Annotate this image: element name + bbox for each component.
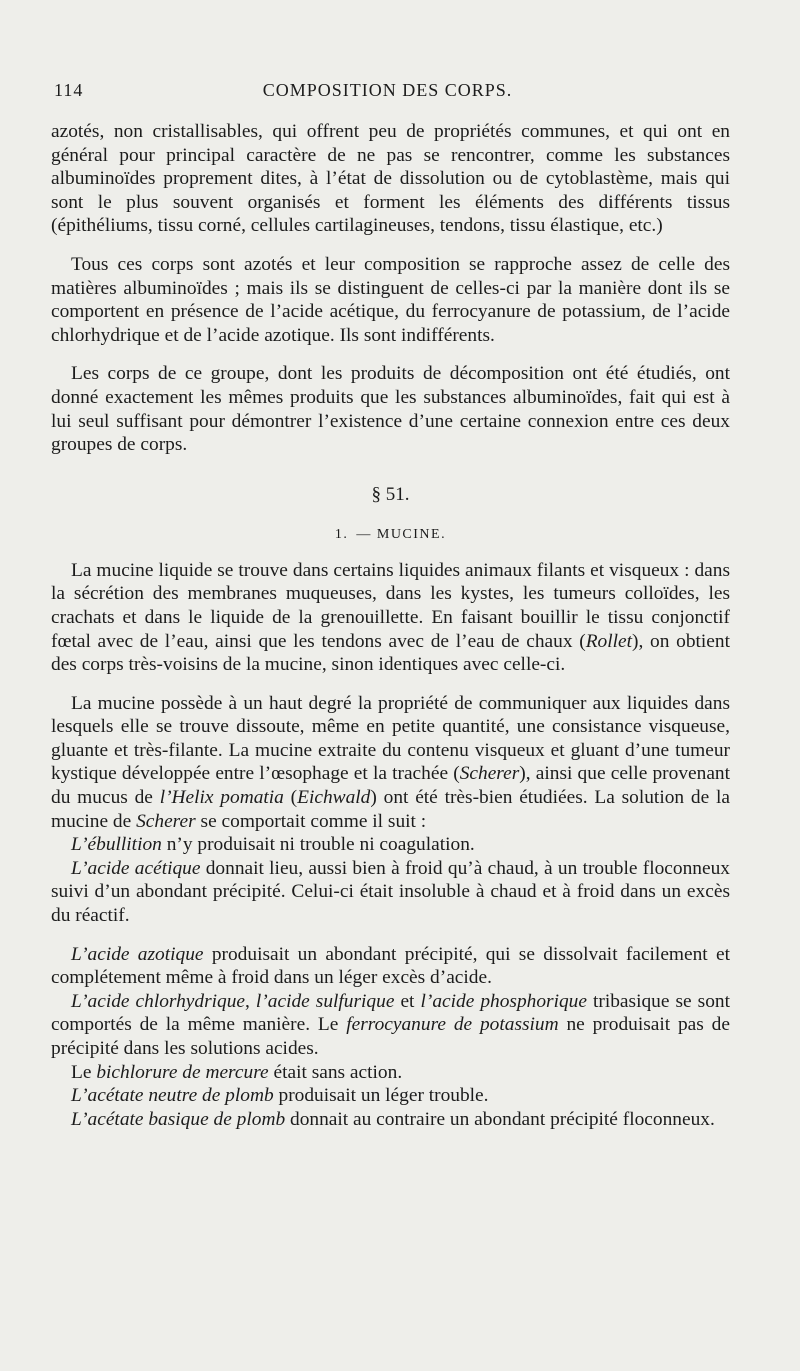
reagent-term: L’acétate basique de plomb — [71, 1108, 286, 1130]
paragraph-decomposition: Les corps de ce groupe, dont les produits de décomposition ont été étudiés, ont donné exactement les mêmes produits que les substances albuminoïdes, fait qui est à lui seul suffisant pour démontrer l’existence d’une certaine connexion entre ces deux groupes de corps. — [51, 363, 730, 456]
paragraph-acetate-basique: L’acétate basique de plomb donnait au contraire un abondant précipité floconneux. — [71, 1108, 715, 1130]
subsection-number: 1. — [334, 526, 349, 542]
author-name: Eichwald — [297, 787, 371, 809]
running-head — [51, 80, 724, 106]
author-name: Scherer — [136, 810, 196, 832]
reagent-term: ferrocyanure de potassium — [346, 1014, 559, 1036]
reagent-term: l’acide sulfurique — [255, 990, 395, 1012]
paragraph-mucine-occurrence: La mucine liquide se trouve dans certains liquides animaux filants et visqueux : dans la sécrétion des membranes muqueuses, dans les kystes, les tumeurs colloïdes, les crachats et dans le liquide de la grenouillette. En faisant bouillir le tissu conjonctif fœtal avec de l’eau, ainsi que les tendons avec de l’eau de chaux (Rollet), on obtient des corps très-voisins de la mucine, sinon identiques avec celle-ci. — [51, 559, 731, 676]
paragraph-azote-composition: Tous ces corps sont azotés et leur composition se rapproche assez de celle des matières albuminoïdes ; mais ils se distinguent de celles-ci par la manière dont ils se comportent en présence de l’acide acétique, du ferrocyanure de potassium, de l’acide chlorhydrique et de l’acide azotique. Ils sont indifférents. — [51, 253, 730, 346]
paragraph-acide-acetique: L’acide acétique donnait lieu, aussi bien à froid qu’à chaud, à un trouble floconneux suivi d’un abondant précipité. Celui-ci était insoluble à chaud et à froid dans un excès du réactif. — [51, 857, 730, 927]
reagent-term: L’acide azotique — [71, 943, 204, 965]
paragraph-intro-continued: azotés, non cristallisables, qui offrent peu de propriétés communes, et qui ont en général pour principal caractère de ne pas se rencontrer, comme les substances albuminoïdes proprement dites, à l’état de dissolution ou de cytoblastème, mais qui sont le plus souvent organisés et forment les éléments des différents tissus (épithéliums, tissu corné, cellules cartilagineuses, tendons, tissu élastique, etc.) — [51, 121, 730, 237]
running-title: COMPOSITION DES CORPS. — [262, 80, 513, 100]
paragraph-mucine-properties: La mucine possède à un haut degré la propriété de communiquer aux liquides dans lesquels elle se trouve dissoute, même en petite quantité, une consistance visqueuse, gluante et très-filante. La mucine extraite du contenu visqueux et gluant d’une tumeur kystique développée entre l’œsophage et la trachée (Scherer), ainsi que celle provenant du mucus de l’Helix pomatia (Eichwald) ont été très-bien étudiées. La solution de la mucine de Scherer se comportait comme il suit : — [51, 692, 731, 832]
author-name: Scherer — [459, 763, 520, 785]
reagent-term: L’ébullition — [71, 834, 162, 856]
reagent-term: L’acide acétique — [71, 857, 201, 879]
reagent-term: L’acide chlorhydrique — [71, 990, 246, 1012]
subsection-title: — MUCINE. — [356, 526, 447, 542]
subsection-heading — [51, 525, 730, 545]
paragraph-acetate-neutre: L’acétate neutre de plomb produisait un léger trouble. — [71, 1085, 489, 1107]
reagent-term: bichlorure de mercure — [96, 1061, 269, 1083]
paragraph-acides-mineraux: L’acide chlorhydrique, l’acide sulfurique et l’acide phosphorique tribasique se sont comportés de la même manière. Le ferrocyanure de potassium ne produisait pas de précipité dans les solutions acides. — [51, 990, 730, 1059]
author-name: Rollet — [585, 630, 633, 652]
body-text — [51, 120, 730, 1131]
species-name: l’Helix pomatia — [159, 787, 284, 809]
page-number: 114 — [54, 80, 84, 100]
paragraph-acide-azotique: L’acide azotique produisait un abondant précipité, qui se dissolvait facilement et complétement même à froid dans un léger excès d’acide. — [51, 943, 730, 989]
section-number: § 51. — [371, 483, 410, 505]
reagent-term: l’acide phosphorique — [420, 990, 587, 1012]
reagent-term: L’acétate neutre de plomb — [71, 1085, 274, 1107]
paragraph-bichlorure: Le bichlorure de mercure était sans action. — [71, 1061, 403, 1083]
paragraph-ebullition: L’ébullition n’y produisait ni trouble ni coagulation. — [71, 834, 475, 856]
